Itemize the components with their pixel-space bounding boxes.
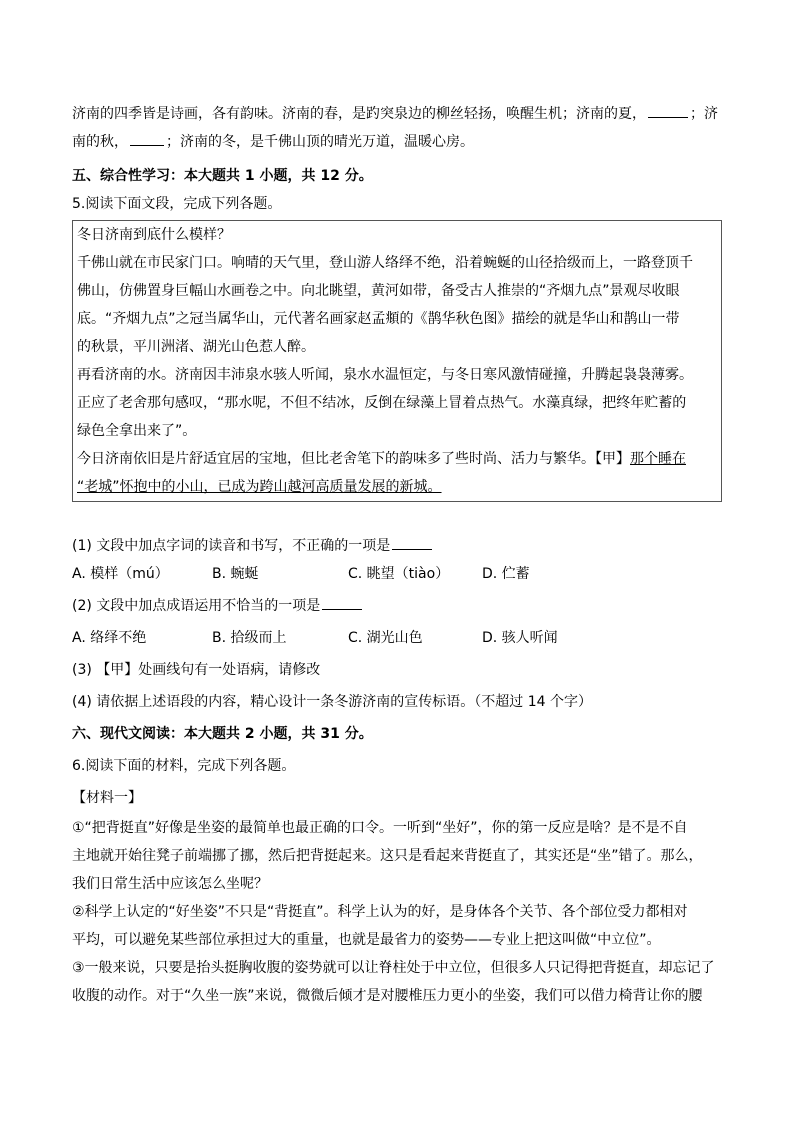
section-5-heading: 五、综合性学习：本大题共 1 小题，共 12 分。 xyxy=(72,168,373,184)
intro-text: ；济南的冬，是千佛山顶的晴光万道，温暖心房。 xyxy=(166,134,474,150)
question-5-title: 5.阅读下面文段，完成下列各题。 xyxy=(72,196,282,212)
passage-text: 今日济南依旧是片舒适宜居的宝地，但比老舍笔下的韵味多了些时尚、活力与繁华。【甲】 xyxy=(77,451,630,467)
passage-line: 底。“齐烟九点”之冠当属华山，元代著名画家赵孟頫的《鹊华秋色图》描绘的就是华山和鹊山一带 xyxy=(77,311,680,327)
paragraph-line: ③一般来说，只要是抬头挺胸收腹的姿势就可以让脊柱处于中立位，但很多人只记得把背挺直，却忘记了 xyxy=(72,960,715,976)
paragraph-line: 我们日常生活中应该怎么坐呢？ xyxy=(72,876,268,892)
question-text: (2) 文段中加点成语运用不恰当的一项是 xyxy=(72,598,321,614)
paragraph-line: 平均，可以避免某些部位承担过大的重量，也就是最省力的姿势——专业上把这叫做“中立位”。 xyxy=(72,932,661,948)
question-5-4: (4) 请依据上述语段的内容，精心设计一条冬游济南的宣传标语。（不超过 14 个字） xyxy=(72,694,592,710)
paragraph-line: ②科学上认定的“好坐姿”不只是“背挺直”。科学上认为的好，是身体各个关节、各个部位受力都相对 xyxy=(72,904,688,920)
intro-text: 南的秋， xyxy=(72,134,128,150)
document-content xyxy=(72,100,722,1010)
passage-line xyxy=(77,445,717,473)
question-text: (1) 文段中加点字词的读音和书写，不正确的一项是 xyxy=(72,538,391,554)
answer-blank-2[interactable] xyxy=(322,595,362,610)
paragraph-line: 主地就开始往凳子前端挪了挪，然后把背挺起来。这只是看起来背挺直了，其实还是“坐”错了。那么， xyxy=(72,848,703,864)
question-6-title: 6.阅读下面的材料，完成下列各题。 xyxy=(72,758,296,774)
fill-blank-summer[interactable] xyxy=(648,103,688,118)
question-5-1-options xyxy=(72,560,722,588)
material-1-label: 【材料一】 xyxy=(72,790,142,806)
underlined-sentence: 那个睡在 xyxy=(630,451,686,467)
intro-text: ；济 xyxy=(690,106,718,122)
paragraph-line: ①“把背挺直”好像是坐姿的最简单也最正确的口令。一听到“坐好”，你的第一反应是啥？是不是不自 xyxy=(72,820,688,836)
passage-line: 佛山，仿佛置身巨幅山水画卷之中。向北眺望，黄河如带，备受古人推崇的“齐烟九点”景观尽收眼 xyxy=(77,283,680,299)
paragraph-1 xyxy=(72,814,722,898)
intro-line-2 xyxy=(72,128,722,156)
option-d[interactable]: D. 骇人听闻 xyxy=(482,630,558,646)
question-5-2-options xyxy=(72,624,722,652)
paragraph-3 xyxy=(72,954,722,1010)
passage-line: 绿色全拿出来了”。 xyxy=(77,423,197,439)
intro-line-1 xyxy=(72,100,722,128)
option-a[interactable]: A. 模样（mú） xyxy=(72,566,169,582)
option-d[interactable]: D. 伫蓄 xyxy=(482,566,530,582)
underlined-sentence: “老城”怀抱中的小山，已成为跨山越河高质量发展的新城。 xyxy=(77,479,442,495)
passage-line: 再看济南的水。济南因丰沛泉水骇人听闻，泉水水温恒定，与冬日寒风激情碰撞，升腾起袅袅薄雾。 xyxy=(77,367,693,383)
answer-blank-1[interactable] xyxy=(392,535,432,550)
paragraph-2 xyxy=(72,898,722,954)
question-5-1 xyxy=(72,532,722,560)
option-b[interactable]: B. 拾级而上 xyxy=(212,630,287,646)
reading-passage-box xyxy=(72,220,722,502)
fill-blank-autumn[interactable] xyxy=(130,131,164,146)
option-a[interactable]: A. 络绎不绝 xyxy=(72,630,147,646)
section-6-heading: 六、现代文阅读：本大题共 2 小题，共 31 分。 xyxy=(72,726,373,742)
question-5-3: (3) 【甲】处画线句有一处语病，请修改 xyxy=(72,662,321,678)
option-b[interactable]: B. 蜿蜒 xyxy=(212,566,259,582)
passage-line: 正应了老舍那句感叹，“那水呢，不但不结冰，反倒在绿藻上冒着点热气。水藻真绿，把终年贮蓄的 xyxy=(77,395,687,411)
passage-line: 冬日济南到底什么模样？ xyxy=(77,227,231,243)
option-c[interactable]: C. 眺望（tiào） xyxy=(348,566,450,582)
passage-line: 的秋景，平川洲渚、湖光山色惹人醉。 xyxy=(77,339,315,355)
passage-line: 千佛山就在市民家门口。响晴的天气里，登山游人络绎不绝，沿着蜿蜒的山径拾级而上，一路登顶千 xyxy=(77,255,693,271)
intro-text: 济南的四季皆是诗画，各有韵味。济南的春，是趵突泉边的柳丝轻扬，唤醒生机；济南的夏， xyxy=(72,106,646,122)
question-5-2 xyxy=(72,592,722,620)
paragraph-line: 收腹的动作。对于“久坐一族”来说，微微后倾才是对腰椎压力更小的坐姿，我们可以借力椅背让你的腰 xyxy=(72,988,703,1004)
option-c[interactable]: C. 湖光山色 xyxy=(348,630,423,646)
